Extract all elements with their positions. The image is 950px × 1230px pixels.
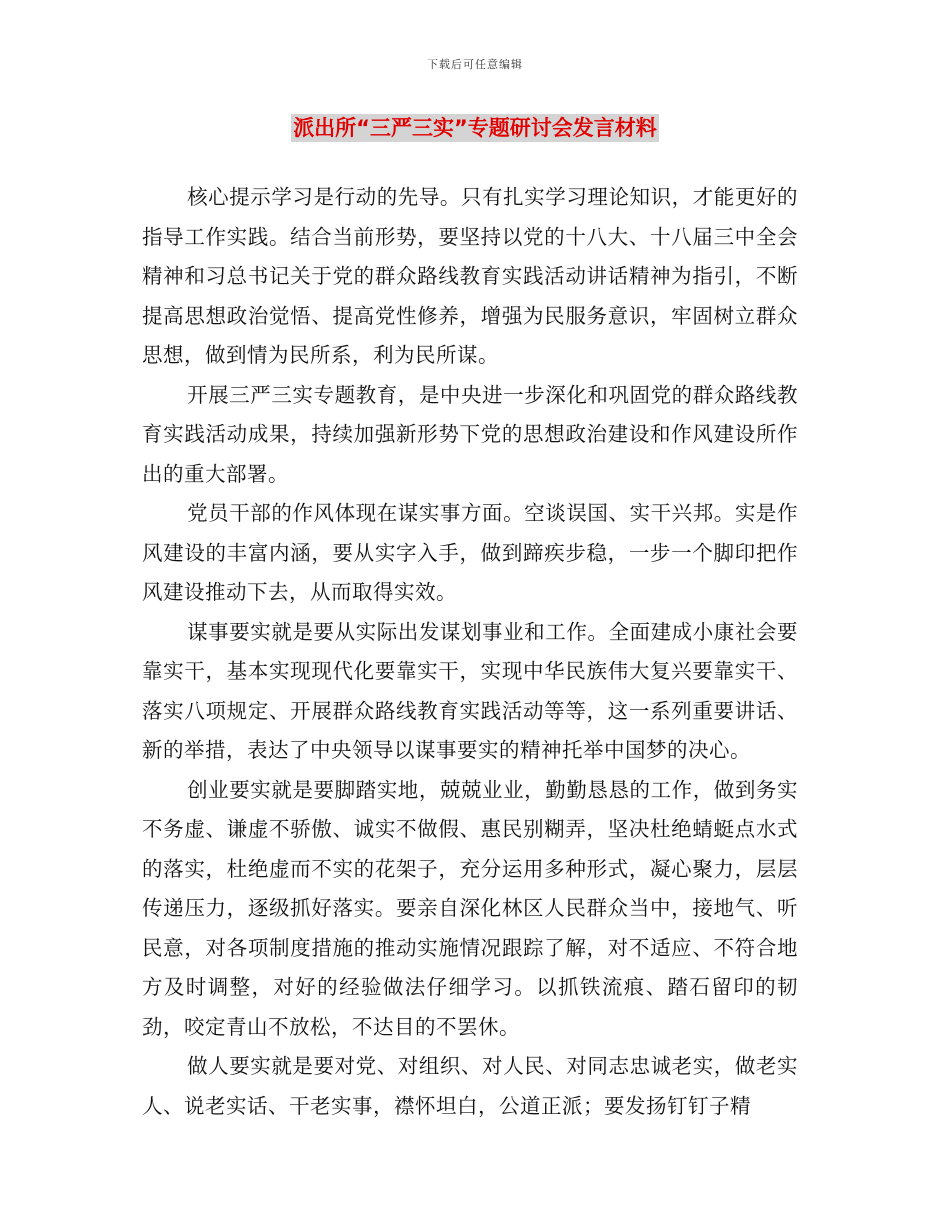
- paragraph-1: 核心提示学习是行动的先导。只有扎实学习理论知识，才能更好的指导工作实践。结合当前形势，要坚持以党的十八大、十八届三中全会精神和习总书记关于党的群众路线教育实践活动讲话精神为指引，不断提高思想政治觉悟、提高党性修养，增强为民服务意识，牢固树立群众思想，做到情为民所系，利为民所谋。: [142, 185, 798, 367]
- title-container: [0, 114, 950, 142]
- paragraph-6: 做人要实就是要对党、对组织、对人民、对同志忠诚老实，做老实人、说老实话、干老实事，襟怀坦白，公道正派；要发扬钉钉子精: [142, 1054, 798, 1118]
- paragraph-5: 创业要实就是要脚踏实地，兢兢业业，勤勤恳恳的工作，做到务实不务虚、谦虚不骄傲、诚实不做假、惠民别糊弄，坚决杜绝蜻蜓点水式的落实，杜绝虚而不实的花架子，充分运用多种形式，凝心聚力，层层传递压力，逐级抓好落实。要亲自深化林区人民群众当中，接地气、听民意，对各项制度措施的推动实施情况跟踪了解，对不适应、不符合地方及时调整，对好的经验做法仔细学习。以抓铁流痕、踏石留印的韧劲，咬定青山不放松，不达目的不罢休。: [142, 777, 798, 1039]
- page-header-note: 下载后可任意编辑: [427, 58, 523, 71]
- paragraph-4: 谋事要实就是要从实际出发谋划事业和工作。全面建成小康社会要靠实干，基本实现现代化要靠实干，实现中华民族伟大复兴要靠实干、落实八项规定、开展群众路线教育实践活动等等，这一系列重要讲话、新的举措，表达了中央领导以谋事要实的精神托举中国梦的决心。: [142, 619, 798, 762]
- document-title: 派出所“三严三实”专题研讨会发言材料: [293, 116, 657, 140]
- paragraph-2: 开展三严三实专题教育，是中央进一步深化和巩固党的群众路线教育实践活动成果，持续加强新形势下党的思想政治建设和作风建设所作出的重大部署。: [142, 382, 798, 486]
- document-body: [142, 178, 798, 1126]
- paragraph-3: 党员干部的作风体现在谋实事方面。空谈误国、实干兴邦。实是作风建设的丰富内涵，要从实字入手，做到蹄疾步稳，一步一个脚印把作风建设推动下去，从而取得实效。: [142, 501, 798, 604]
